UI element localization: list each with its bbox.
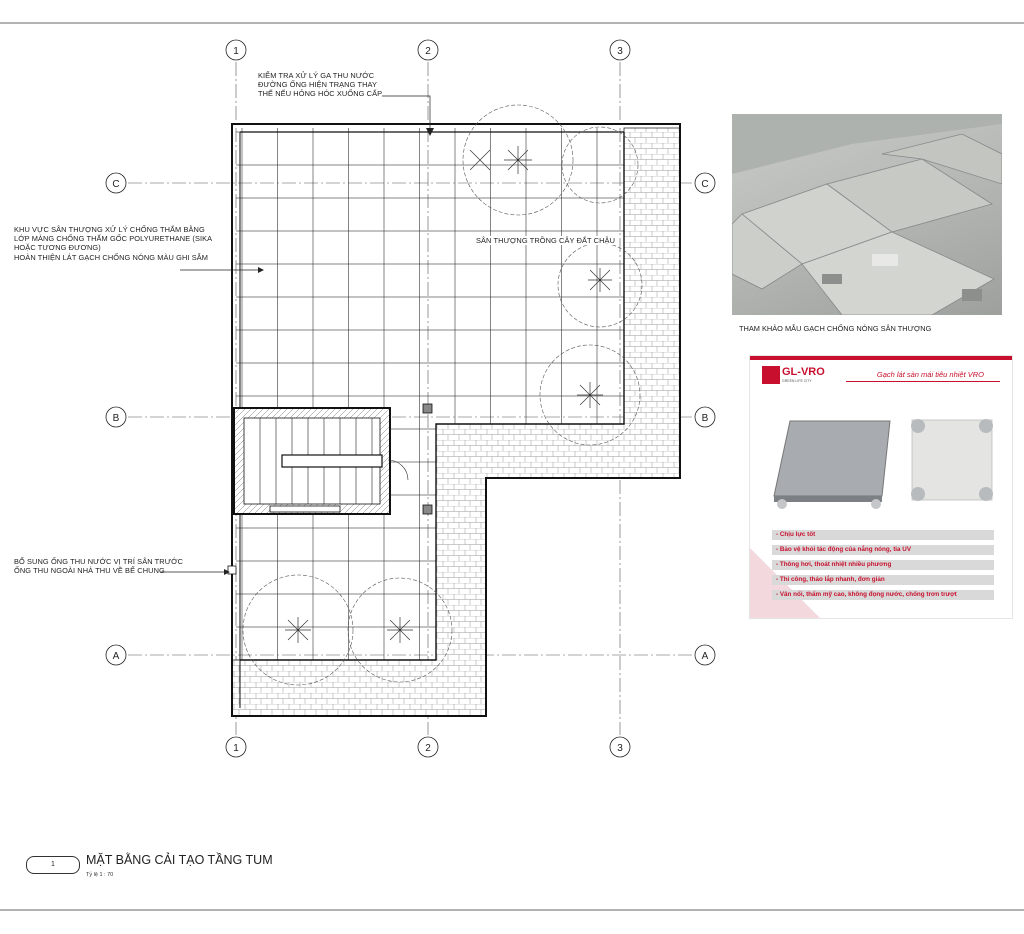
logo-check-icon [762, 366, 780, 384]
terrace-tile-area [236, 128, 624, 660]
grid-label-row: A [112, 651, 120, 662]
grid-label-column: 3 [617, 743, 623, 754]
drawing-scale: Tỷ lệ 1 : 70 [86, 872, 114, 878]
grid-label-row: B [701, 413, 709, 424]
note-drain-inspection: KIỂM TRA XỬ LÝ GA THU NƯỚC ĐƯỜNG ỐNG HIỆN TRẠNG THAY THẾ NẾU HỎNG HÓC XUỐNG CẤP [258, 71, 383, 99]
grid-label-row: C [701, 179, 709, 190]
note-waterproofing: KHU VỰC SÂN THƯỢNG XỬ LÝ CHỐNG THẤM BẰNG LỚP MÀNG CHỐNG THẤM GỐC POLYURETHANE (SIKA HOẶC TƯƠNG ĐƯƠNG) HOÀN THIỆN LÁT GẠCH CHỐNG NÓNG MÀU GHI SẪM [14, 225, 213, 262]
brand-name: GL-VRO [782, 366, 825, 378]
grid-label-column: 1 [233, 46, 239, 57]
brand-tagline: GREEN LIFE CITY [782, 379, 812, 383]
drain-pipe [228, 566, 236, 574]
reference-photo-caption: THAM KHẢO MẪU GẠCH CHỐNG NÓNG SÂN THƯỢNG [739, 324, 932, 333]
column [423, 404, 432, 413]
grid-label-column: 3 [617, 46, 623, 57]
stair-core [234, 408, 408, 514]
grid-label-column: 2 [425, 743, 431, 754]
product-images [750, 396, 1012, 546]
product-name: Gạch lát sàn mái tiêu nhiệt VRO [876, 370, 984, 379]
view-number-tag: 1 [26, 856, 80, 874]
product-brochure [750, 356, 1012, 618]
grid-label-row: A [701, 651, 709, 662]
feature-item: - Thông hơi, thoát nhiệt nhiều phương [772, 560, 994, 570]
grid-label-row: B [112, 413, 120, 424]
feature-item: - Vân nổi, thẩm mỹ cao, không đọng nước, chống trơn trượt [772, 590, 994, 600]
brochure-accent-bar [750, 356, 1012, 360]
drawing-title: MẶT BẰNG CẢI TẠO TẦNG TUM [86, 853, 273, 867]
brand-logo [762, 366, 832, 390]
feature-item: - Thi công, tháo lắp nhanh, đơn giản [772, 575, 994, 585]
reference-tile-photo [732, 114, 1002, 315]
grid-label-row: C [112, 179, 120, 190]
feature-list [772, 530, 994, 605]
note-added-pipe: BỔ SUNG ỐNG THU NƯỚC VỊ TRÍ SÂN TRƯỚC ỐNG THU NGOÀI NHÀ THU VỀ BỂ CHUNG [14, 557, 184, 576]
product-underline [846, 381, 1000, 382]
note-terrace-garden: SÂN THƯỢNG TRỒNG CÂY ĐẤT CHẬU [476, 236, 616, 245]
column [423, 505, 432, 514]
feature-item: - Chịu lực tốt [772, 530, 994, 540]
feature-item: - Bảo vệ khỏi tác động của nắng nóng, tia UV [772, 545, 994, 555]
grid-label-column: 1 [233, 743, 239, 754]
grid-label-column: 2 [425, 46, 431, 57]
